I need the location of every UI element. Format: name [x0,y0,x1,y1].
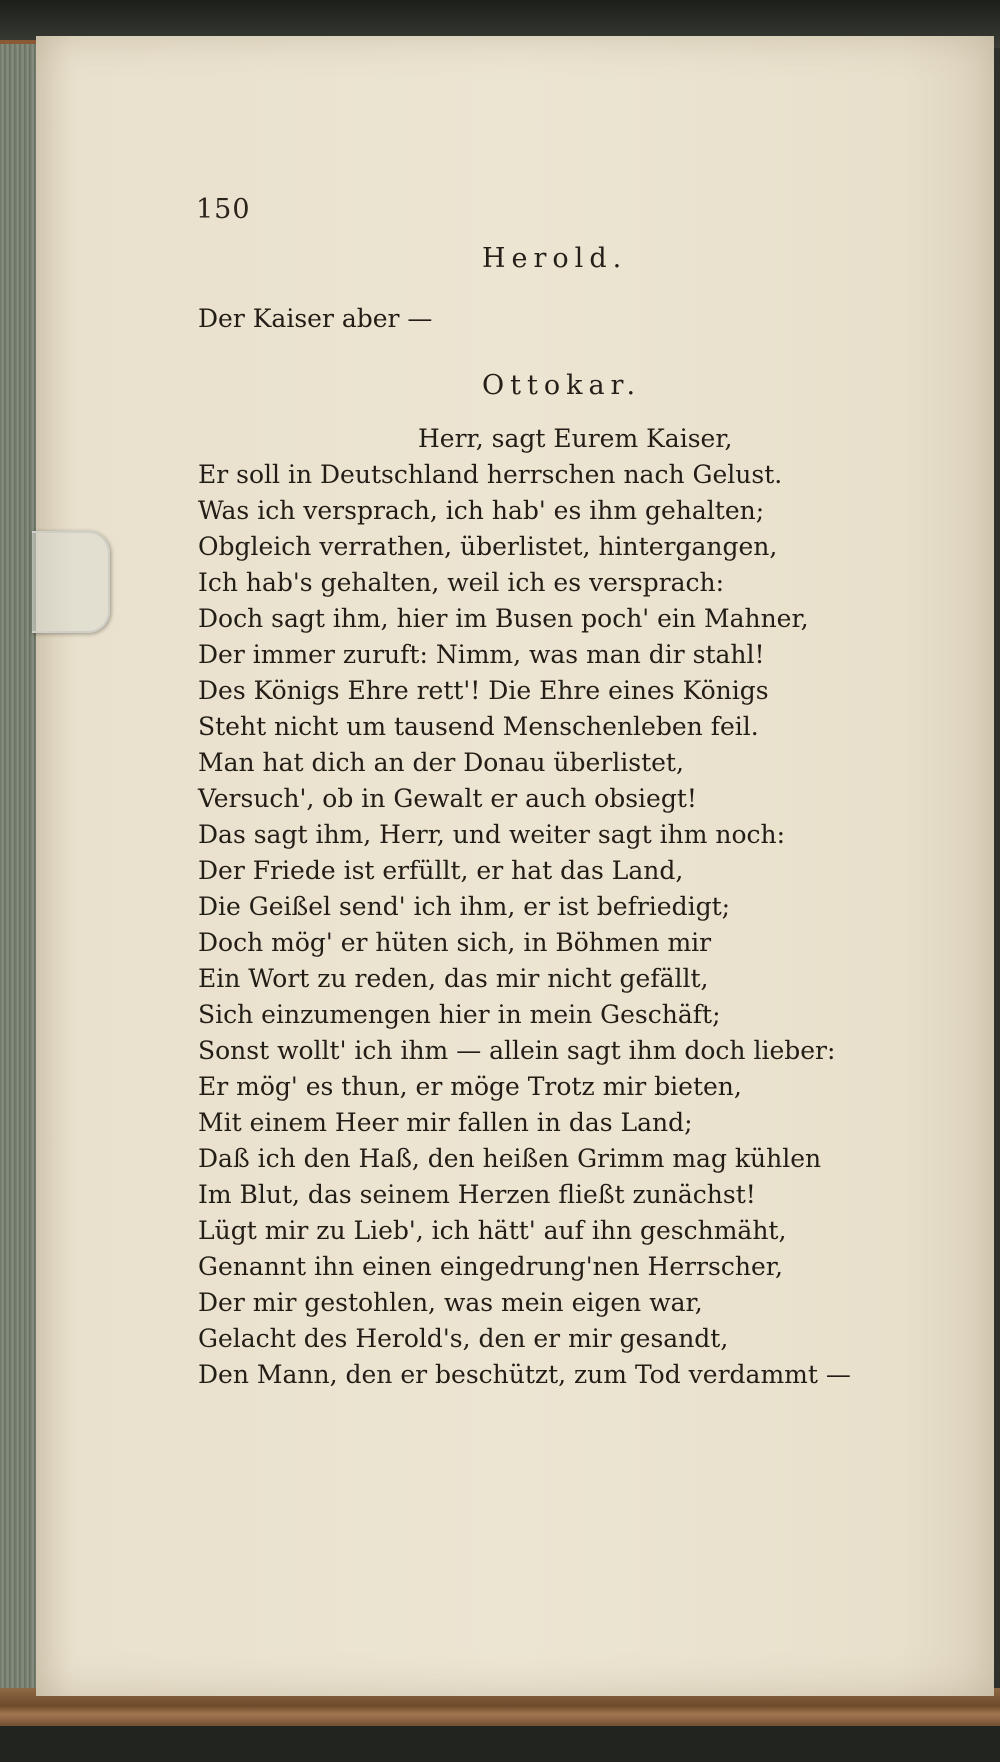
verse-line: Doch mög' er hüten sich, in Böhmen mir [198,928,712,957]
verse-line: Der mir gestohlen, was mein eigen war, [198,1288,703,1317]
verse-line: Steht nicht um tausend Menschenleben feil. [198,712,759,741]
verse-line: Herr, sagt Eurem Kaiser, [418,424,733,453]
verse-line: Die Geißel send' ich ihm, er ist befriedigt; [198,892,731,921]
verse-line: Das sagt ihm, Herr, und weiter sagt ihm noch: [198,820,786,849]
verse-line: Der Friede ist erfüllt, er hat das Land, [198,856,684,885]
verse-line: Doch sagt ihm, hier im Busen poch' ein Mahner, [198,604,809,633]
verse-line: Versuch', ob in Gewalt er auch obsiegt! [198,784,697,813]
page-clip [32,531,110,633]
verse-line: Ich hab's gehalten, weil ich es versprach: [198,568,725,597]
verse-line: Sich einzumengen hier in mein Geschäft; [198,1000,721,1029]
page-edges-left [0,40,38,1704]
verse-line: Obgleich verrathen, überlistet, hintergangen, [198,532,778,561]
verse-line: Er mög' es thun, er möge Trotz mir bieten, [198,1072,742,1101]
verse-line: Der immer zuruft: Nimm, was man dir stahl! [198,640,765,669]
verse-line: Der Kaiser aber — [198,304,433,333]
speaker-herold: Herold. [482,243,628,274]
verse-line: Er soll in Deutschland herrschen nach Gelust. [198,460,783,489]
verse-line: Ein Wort zu reden, das mir nicht gefällt, [198,964,709,993]
verse-line: Gelacht des Herold's, den er mir gesandt, [198,1324,729,1353]
page-number: 150 [196,194,251,225]
verse-line: Des Königs Ehre rett'! Die Ehre eines Königs [198,676,769,705]
verse-line: Genannt ihn einen eingedrung'nen Herrscher, [198,1252,783,1281]
verse-line: Den Mann, den er beschützt, zum Tod verdammt — [198,1360,851,1389]
speaker-ottokar: Ottokar. [482,370,642,401]
verse-line: Im Blut, das seinem Herzen fließt zunächst! [198,1180,756,1209]
verse-line: Mit einem Heer mir fallen in das Land; [198,1108,693,1137]
verse-line: Man hat dich an der Donau überlistet, [198,748,684,777]
verse-line: Lügt mir zu Lieb', ich hätt' auf ihn geschmäht, [198,1216,787,1245]
verse-line: Was ich versprach, ich hab' es ihm gehalten; [198,496,765,525]
background-bottom [0,1726,1000,1762]
verse-line: Daß ich den Haß, den heißen Grimm mag kühlen [198,1144,822,1173]
verse-line: Sonst wollt' ich ihm — allein sagt ihm doch lieber: [198,1036,836,1065]
